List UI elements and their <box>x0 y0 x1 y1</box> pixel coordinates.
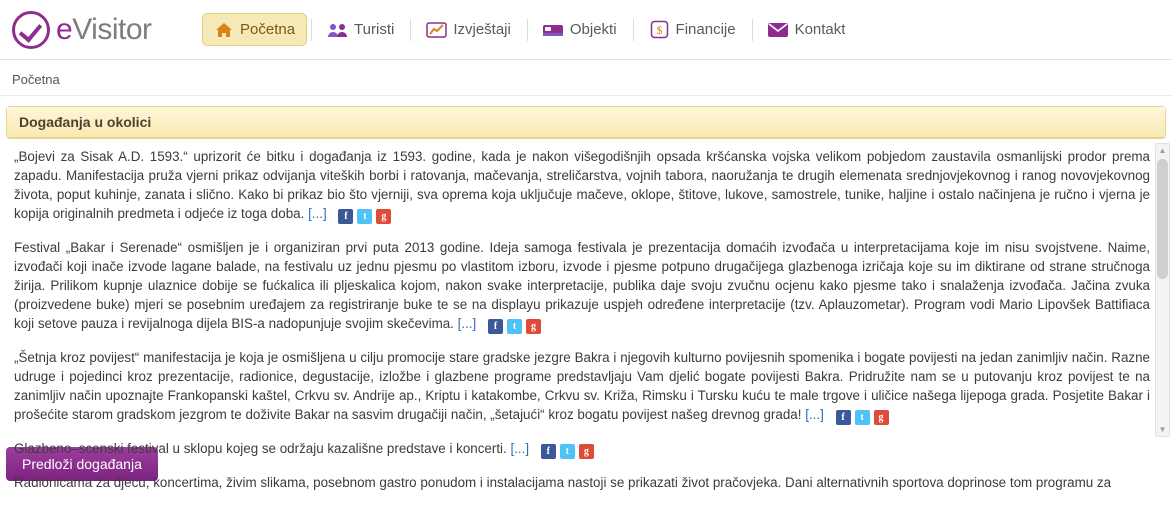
event-paragraph <box>14 439 1150 458</box>
events-panel <box>6 106 1166 139</box>
twitter-share-icon[interactable]: t <box>507 319 522 334</box>
nav-item-izvjestaji[interactable] <box>415 13 523 46</box>
nav-item-label: Objekti <box>569 21 617 38</box>
share-buttons <box>541 444 594 459</box>
home-icon <box>214 21 233 38</box>
propose-event-button[interactable]: Predloži događanja <box>6 447 158 481</box>
chart-icon <box>427 21 446 38</box>
facebook-share-icon[interactable]: f <box>338 209 353 224</box>
event-text: „Šetnja kroz povijest“ manifestacija je koja je osmišljena u cilju promocije stare gradske jezgre Bakra i njegovih kulturno povijesnih spomenika i bogate povijesti na jedan zanimljiv način. Razne udruge i pojedinci kroz prezentacije, radionice, degustacije, izložbe i glazbene programe predstavljaju Vam djelić bogate povijesti Bakra. Pridružite nam se u putovanju kroz povijest te na zanimljiv način upoznajte Frankopanski kaštel, Crkvu sv. Andrije ap., Kriptu i katakombe, Crkvu sv. Križa, Rimsku i Tursku kuću te male trgove i uličice našega lijepoga grada. Posjetite Bakar i prošećite starom gradskom jezgrom te doživite Bakar na sasvim drugačiji način, „šetajući“ kroz bogatu povijest našeg drevnog grada! <box>14 350 1150 422</box>
googleplus-share-icon[interactable]: g <box>874 410 889 425</box>
scroll-up-arrow[interactable]: ▲ <box>1158 146 1167 155</box>
nav-item-label: Financije <box>675 21 736 38</box>
event-paragraph <box>14 238 1150 333</box>
nav-item-objekti[interactable] <box>532 13 629 46</box>
event-paragraph <box>14 147 1150 223</box>
logo-text <box>56 13 152 47</box>
svg-text:$: $ <box>656 23 663 37</box>
googleplus-share-icon[interactable]: g <box>526 319 541 334</box>
nav-item-label: Izvještaji <box>453 21 511 38</box>
share-buttons <box>488 319 541 334</box>
event-text: Radionicama za djecu, koncertima, živim slikama, posebnom gastro ponudom i instalacijama nastoji se prikazati život pračovjeka. Dani alternativnih sportova doprinose tom programu za <box>14 475 1112 490</box>
bed-icon <box>544 21 563 38</box>
share-buttons <box>338 209 391 224</box>
twitter-share-icon[interactable]: t <box>855 410 870 425</box>
nav-item-financije[interactable] <box>638 13 748 46</box>
evisitor-check-icon <box>12 11 50 49</box>
nav-separator <box>410 19 411 41</box>
mail-icon <box>769 21 788 38</box>
people-icon <box>328 21 347 38</box>
main-nav <box>202 13 857 46</box>
logo[interactable] <box>12 11 184 49</box>
panel-title: Događanja u okolici <box>7 107 1165 138</box>
event-text: „Bojevi za Sisak A.D. 1593.“ uprizorit će bitku i događanja iz 1593. godine, kada je nakon višegodišnjih opsada kršćanska vojska velikom pobjedom zaustavila osmanlijski prodor prema zapadu. Manifestacija pruža vjerni prikaz odvijanja viteških borbi i ratovanja, mačevanja, streličarstva, vojnih tabora, naoružanja te drugih elemenata srednjovjekovnog i ranog novovjekovnog života, poput kuhinje, zanata i slično. Kako bi prikaz bio što vjerniji, sva oprema koja uključuje mačeve, oklope, štitove, lukove, samostrele, tunike, haljine i ostalo načinjena je ručno i vjerna je kopija originalnih predmeta i odjeće iz toga doba. <box>14 149 1150 221</box>
nav-separator <box>752 19 753 41</box>
nav-separator <box>633 19 634 41</box>
scroll-thumb[interactable] <box>1157 159 1168 279</box>
event-text: Festival „Bakar i Serenade“ osmišljen je i organiziran prvi puta 2013 godine. Ideja samoga festivala je prezentacija domaćih izvođača u interpretacijama koje im nisu svojstvene. Naime, izvođači koji inače izvode lagane balade, na festivalu uz jednu pjesmu po vlastitom izboru, izvode i pjesme potpuno drugačijega glazbenoga izričaja koje su im diktirane od strane stručnoga žirija. Prilikom kupnje ulaznice dobije se fućkalica ili pljeskalica kojom, nakon svake interpretacije, publika daje svoju zvučnu ocjenu kako pjesme tako i snalaženja izvođača. Jačina zvuka (proizvedene buke) mjeri se posebnim uređajem za registriranje buke te se na displayu prikazuje uspjeh određene interpretacije (tzv. Aplauzometar). Program vodi Mario Lipovšek Battifiaca koji setove pauza i revijalnoga dijela BIS-a nadopunjuje svojim skečevima. <box>14 240 1150 331</box>
scroll-down-arrow[interactable]: ▼ <box>1158 425 1167 434</box>
breadcrumb-item[interactable]: Početna <box>12 72 60 87</box>
googleplus-share-icon[interactable]: g <box>579 444 594 459</box>
read-more-link[interactable]: [...] <box>457 316 477 331</box>
share-buttons <box>836 410 889 425</box>
event-paragraph <box>14 348 1150 424</box>
nav-item-kontakt[interactable] <box>757 13 858 46</box>
logo-text-e: e <box>56 12 73 46</box>
nav-separator <box>527 19 528 41</box>
nav-separator <box>311 19 312 41</box>
nav-item-turisti[interactable] <box>316 13 406 46</box>
read-more-link[interactable]: [...] <box>510 441 530 456</box>
logo-text-rest: Visitor <box>72 12 152 46</box>
facebook-share-icon[interactable]: f <box>836 410 851 425</box>
nav-item-label: Kontakt <box>794 21 846 38</box>
app-header <box>0 0 1172 60</box>
googleplus-share-icon[interactable]: g <box>376 209 391 224</box>
twitter-share-icon[interactable]: t <box>357 209 372 224</box>
nav-item-label: Početna <box>240 21 296 38</box>
coin-icon <box>650 21 669 38</box>
breadcrumb[interactable] <box>0 60 1172 96</box>
twitter-share-icon[interactable]: t <box>560 444 575 459</box>
nav-item-pocetna[interactable] <box>202 13 307 46</box>
content-scrollbar[interactable] <box>1155 143 1170 437</box>
event-text: Glazbeno–scenski festival u sklopu kojeg se održaju kazališne predstave i koncerti. <box>14 441 507 456</box>
nav-item-label: Turisti <box>354 21 395 38</box>
read-more-link[interactable]: [...] <box>308 206 327 221</box>
read-more-link[interactable]: [...] <box>805 407 824 422</box>
facebook-share-icon[interactable]: f <box>541 444 556 459</box>
facebook-share-icon[interactable]: f <box>488 319 503 334</box>
event-paragraph <box>14 473 1150 492</box>
